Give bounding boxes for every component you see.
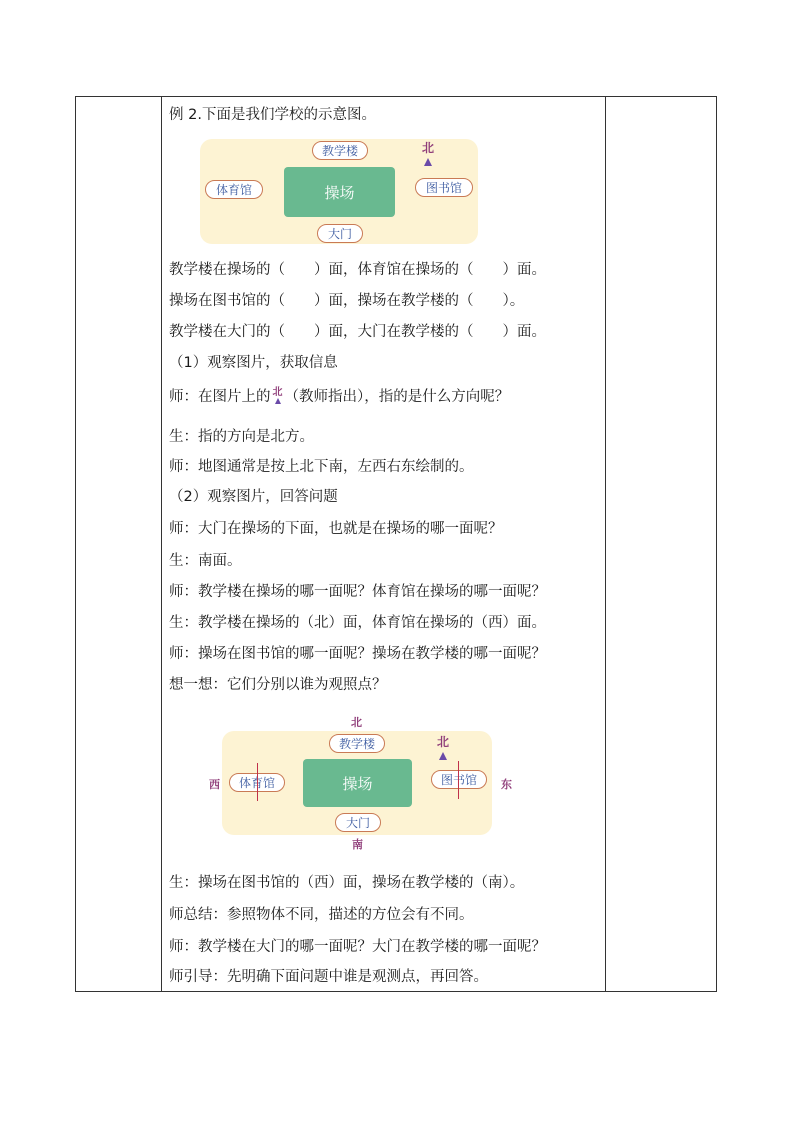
dialog-line: 师：教学楼在操场的哪一面呢？体育馆在操场的哪一面呢？ — [169, 584, 546, 600]
map-label-library: 图书馆 — [415, 178, 473, 197]
dialog-line: 生：操场在图书馆的（西）面，操场在教学楼的（南）。 — [169, 875, 525, 891]
direction-west: 西 — [209, 778, 220, 791]
dialog-line: 师：地图通常是按上北下南，左西右东绘制的。 — [169, 459, 474, 475]
north-indicator — [418, 139, 438, 166]
inline-north-label: 北 — [272, 387, 283, 398]
map-label-library: 图书馆 — [431, 770, 487, 789]
direction-north: 北 — [351, 716, 362, 729]
map-label-gym: 体育馆 — [205, 180, 263, 199]
north-arrow-icon — [439, 752, 447, 760]
step-1-heading: （1）观察图片，获取信息 — [169, 355, 338, 371]
lesson-content-cell — [161, 97, 606, 991]
dialog-line: 生：南面。 — [169, 553, 242, 569]
map-label-gate: 大门 — [317, 224, 363, 243]
map-label-gate: 大门 — [335, 813, 381, 832]
dialog-line: 师总结：参照物体不同，描述的方位会有不同。 — [169, 907, 474, 923]
north-arrow-icon — [424, 158, 432, 166]
teacher-question-north — [169, 387, 509, 407]
north-label: 北 — [421, 141, 434, 155]
direction-south: 南 — [352, 838, 363, 851]
map-playground: 操场 — [303, 759, 412, 807]
question-2: 操场在图书馆的（ ）面，操场在教学楼的（ ）。 — [169, 293, 525, 309]
question-1: 教学楼在操场的（ ）面，体育馆在操场的（ ）面。 — [169, 262, 546, 278]
dialog-line: 师：操场在图书馆的哪一面呢？操场在教学楼的哪一面呢？ — [169, 646, 546, 662]
observation-cross-library — [458, 761, 459, 799]
dialog-line: 师引导：先明确下面问题中谁是观测点，再回答。 — [169, 969, 488, 985]
example-title: 例 2.下面是我们学校的示意图。 — [169, 107, 376, 123]
direction-east: 东 — [501, 778, 512, 791]
question-3: 教学楼在大门的（ ）面，大门在教学楼的（ ）面。 — [169, 324, 546, 340]
dialog-line: 师：大门在操场的下面，也就是在操场的哪一面呢？ — [169, 521, 503, 537]
step-2-heading: （2）观察图片，回答问题 — [169, 489, 338, 505]
dialog-line: 师：教学楼在大门的哪一面呢？大门在教学楼的哪一面呢？ — [169, 939, 546, 955]
teacher-question-suffix: （教师指出），指的是什么方向呢？ — [284, 389, 510, 405]
inline-north-arrow-icon — [275, 398, 281, 404]
observation-cross-gym — [257, 763, 258, 801]
map-label-teaching-building: 教学楼 — [329, 734, 385, 753]
map-playground: 操场 — [284, 167, 395, 217]
dialog-line: 想一想：它们分别以谁为观照点？ — [169, 677, 387, 693]
teacher-question-prefix: 师：在图片上的 — [169, 389, 271, 405]
inline-north-indicator — [271, 387, 285, 404]
map-label-teaching-building: 教学楼 — [312, 141, 368, 160]
map-label-gym: 体育馆 — [229, 773, 285, 792]
dialog-line: 生：教学楼在操场的（北）面，体育馆在操场的（西）面。 — [169, 615, 546, 631]
lesson-table — [75, 96, 717, 992]
dialog-line: 生：指的方向是北方。 — [169, 429, 314, 445]
north-indicator — [433, 733, 453, 760]
north-label: 北 — [436, 735, 449, 749]
